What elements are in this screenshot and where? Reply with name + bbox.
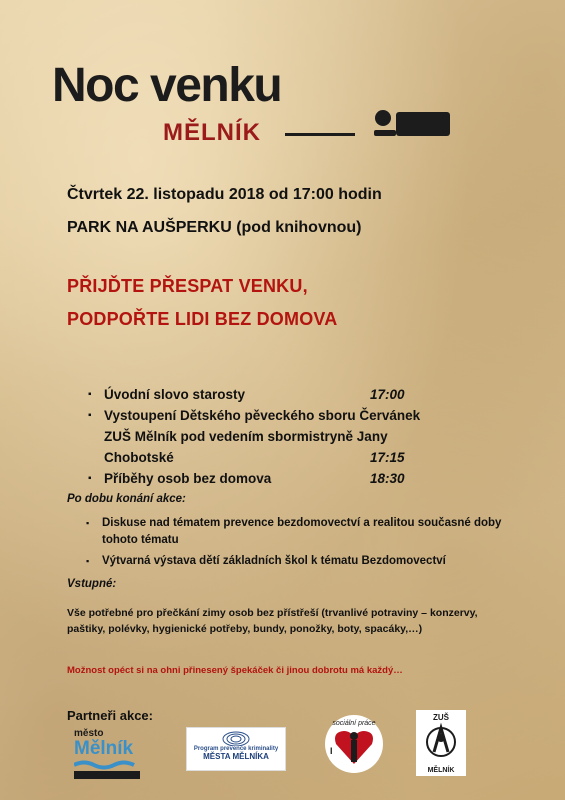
social-work-logo	[324, 714, 384, 774]
during-list	[88, 515, 528, 574]
zus-melnik-logo	[416, 710, 466, 776]
program-item-text: Vystoupení Dětského pěveckého sboru Červánek ZUŠ Mělník pod vedením sbormistryně Jany Chobotské	[104, 408, 421, 465]
logo-title: Noc venku	[52, 59, 282, 112]
entry-text: Vše potřebné pro přečkání zimy osob bez přístřeší (trvanlivé potraviny – konzervy, paštiky, polévky, hygienické potřeby, bundy, ponožky, boty, spacáky,…)	[67, 607, 478, 635]
during-item: ▪ Diskuse nad tématem prevence bezdomovectví a realitou současné doby tohoto tématu	[88, 515, 528, 549]
during-title: Po dobu konání akce:	[67, 493, 186, 505]
zus-logo-bottom: MĚLNÍK	[427, 767, 455, 774]
event-place: PARK NA AUŠPERKU (pod knihovnou)	[67, 219, 362, 236]
headline-line-2: PODPOŘTE LIDI BEZ DOMOVA	[67, 309, 338, 329]
program-item-time: 17:15	[370, 450, 405, 465]
event-datetime: Čtvrtek 22. listopadu 2018 od 17:00 hodin	[67, 186, 382, 203]
logo-underline	[285, 133, 355, 136]
partners-title: Partneři akce:	[67, 708, 153, 723]
logo-city: MĚLNÍK	[163, 119, 261, 146]
city-melnik-logo	[74, 728, 146, 784]
prevention-logo-line2: MĚSTA MĚLNÍKA	[203, 752, 269, 761]
program-item-text: Úvodní slovo starosty	[104, 387, 246, 402]
headline-line-1: PŘIJĎTE PŘESPAT VENKU,	[67, 276, 308, 296]
fingerprint-icon	[221, 730, 251, 746]
program-list	[90, 384, 450, 489]
program-item	[90, 468, 450, 489]
program-item-time: 17:00	[370, 387, 405, 402]
prevention-program-logo	[186, 727, 286, 771]
waves-icon	[74, 759, 140, 781]
program-item-text: Příběhy osob bez domova	[104, 471, 272, 486]
note-text: Možnost opéct si na ohni přinesený špekáček či jinou dobrotu má každý…	[67, 665, 403, 676]
prevention-logo-line1: Program prevence kriminality	[193, 746, 279, 752]
city-logo-name: Mělník	[74, 738, 134, 759]
program-item	[90, 384, 450, 405]
social-logo-text: sociální práce	[332, 720, 376, 727]
program-item	[90, 405, 450, 468]
zus-logo-top: ZUŠ	[433, 713, 449, 722]
program-item-time: 18:30	[370, 471, 405, 486]
entry-title: Vstupné:	[67, 578, 117, 590]
sleeping-person-icon	[372, 104, 452, 140]
during-item: ▪ Výtvarná výstava dětí základních škol k tématu Bezdomovectví	[88, 553, 528, 570]
city-logo-small: město	[74, 728, 104, 739]
social-logo-letter: I	[330, 746, 333, 756]
